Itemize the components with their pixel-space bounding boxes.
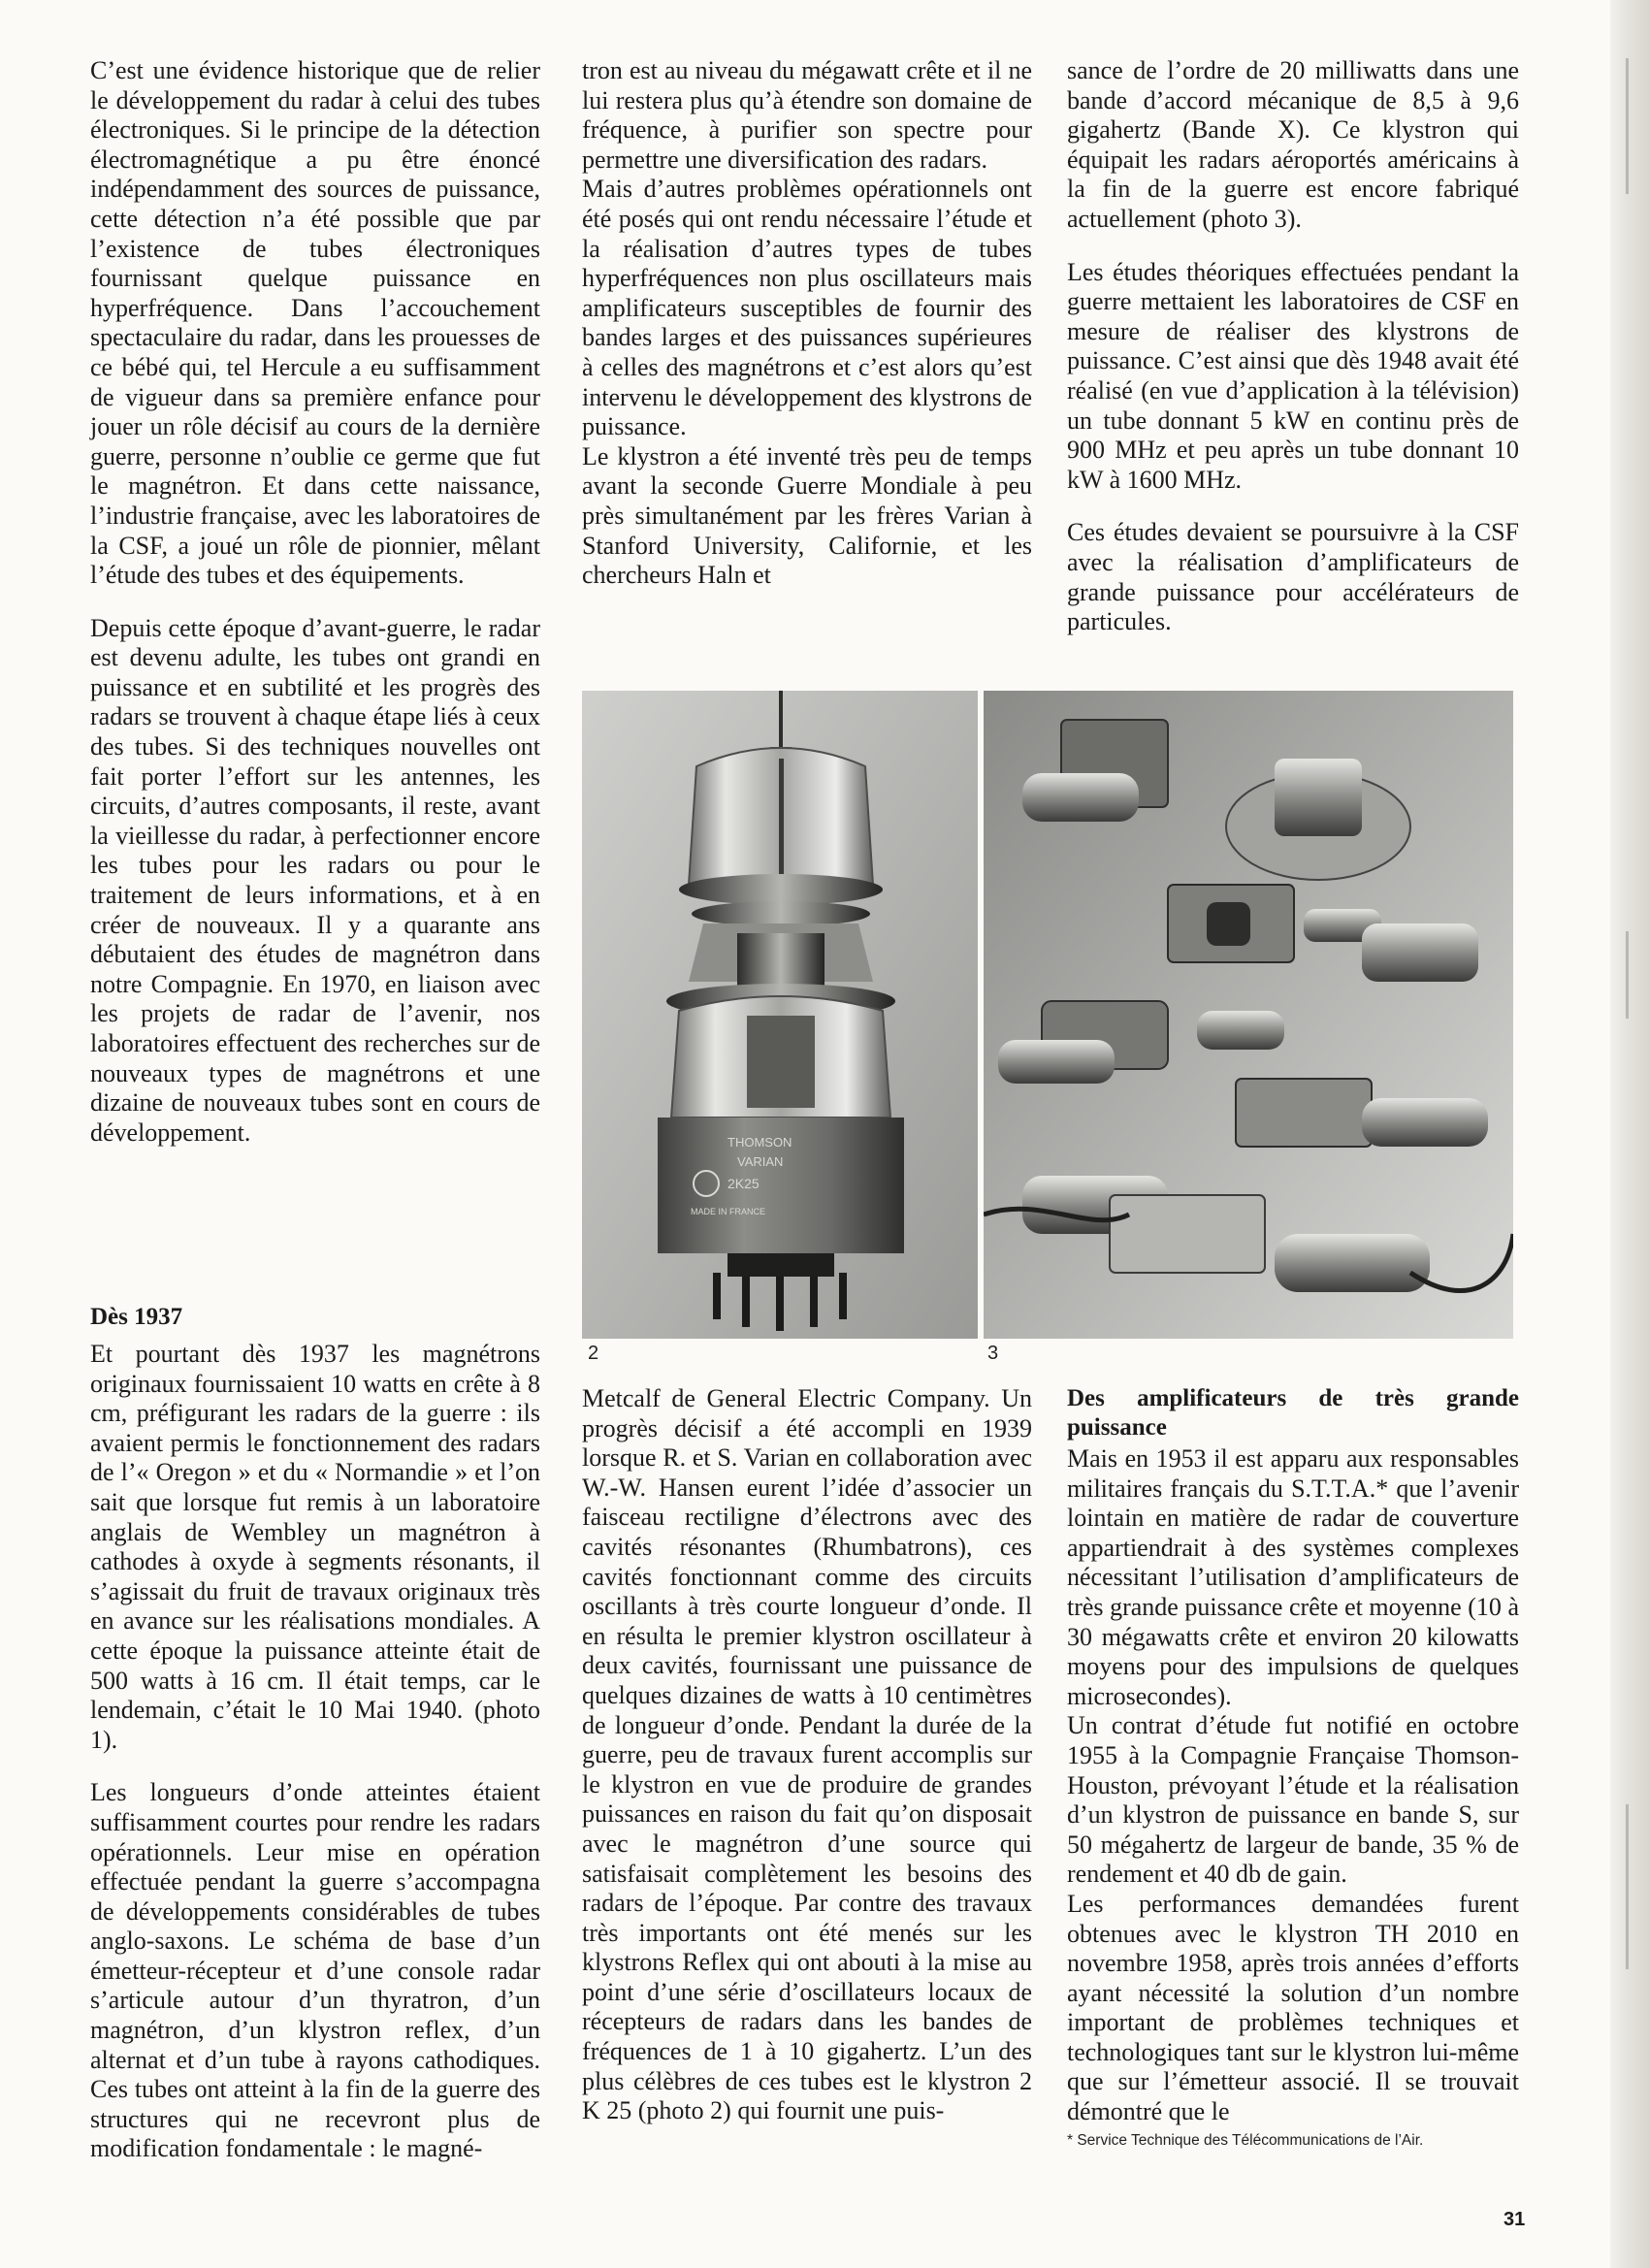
tube-label: 2K25 bbox=[728, 1176, 760, 1191]
photo-3-caption: 3 bbox=[987, 1343, 999, 1364]
paragraph: Les études théoriques effectuées pendant la guerre mettaient les laboratoires de CSF en mesure de réaliser des klystrons de puissance. C’est ainsi que dès 1948 avait été réalisé (en vue d’application à la télévision) un tube donnant 5 kW en continu près de 900 MHz et peu après un tube donnant 10 kW à 1600 MHz. bbox=[1067, 257, 1519, 494]
paragraph: sance de l’ordre de 20 milliwatts dans une bande d’accord mécanique de 8,5 à 9,6 gigahertz (Bande X). Ce klystron qui équipait les radars aéroportés américains à la fin de la guerre est encore fabriqué actuellement (photo 3). bbox=[1067, 56, 1519, 233]
photo-3-klystron-components bbox=[984, 691, 1513, 1339]
column-1-bottom bbox=[90, 1303, 540, 2164]
paragraph: Et pourtant dès 1937 les magnétrons originaux fournissaient 10 watts en crête à 8 cm, préfigurant les radars de la guerre : ils avaient permis le fonctionnement des radars de l’« Oregon » et du « Normandie » et l’on sait que lorsque fut remis à un laboratoire anglais de Wembley un magnétron à cathodes à oxyde à segments résonants, il s’agissait du fruit de travaux originaux très en avance sur les réalisations mondiales. A cette époque la puissance atteinte était de 500 watts à 16 cm. Il était temps, car le lendemain, c’était le 10 Mai 1940. (photo 1). bbox=[90, 1340, 540, 1754]
page-number: 31 bbox=[1504, 2209, 1526, 2230]
paragraph: Les performances demandées furent obtenues avec le klystron TH 2010 en novembre 1958, après trois années d’efforts ayant nécessité la solution d’un nombre important de problèmes techniques et technologiques tant sur le klystron lui-même que sur l’émetteur associé. Il se trouvait démontré que le bbox=[1067, 1889, 1519, 2126]
column-3-top bbox=[1067, 56, 1519, 637]
edge-mark bbox=[1626, 58, 1629, 194]
paragraph: Ces études devaient se poursuivre à la CSF avec la réalisation d’amplificateurs de grande puissance pour accélérateurs de particules. bbox=[1067, 518, 1519, 636]
tube-label: VARIAN bbox=[737, 1154, 784, 1169]
tube-label: MADE IN FRANCE bbox=[691, 1207, 766, 1216]
photo-2-caption: 2 bbox=[588, 1343, 599, 1364]
column-3-bottom bbox=[1067, 1384, 1519, 2127]
column-2-bottom bbox=[582, 1384, 1032, 2126]
paragraph: tron est au niveau du mégawatt crête et il ne lui restera plus qu’à étendre son domaine de fréquence, à purifier son spectre pour permettre une diversification des radars. bbox=[582, 56, 1032, 174]
photo-2-klystron-tube bbox=[582, 691, 978, 1339]
edge-mark bbox=[1626, 931, 1629, 1019]
paragraph: Mais en 1953 il est apparu aux responsables militaires français du S.T.T.A.* que l’avenir lointain en matière de radar de couverture appartiendrait à des systèmes complexes nécessitant l’utilisation d’amplificateurs de très grande puissance crête et moyenne (10 à 30 mégawatts crête et environ 20 kilowatts moyens pour des impulsions de quelques microsecondes). bbox=[1067, 1444, 1519, 1710]
column-1-top bbox=[90, 56, 540, 1148]
paragraph: Metcalf de General Electric Company. Un progrès décisif a été accompli en 1939 lorsque R. et S. Varian en collaboration avec W.-W. Hansen eurent l’idée d’associer un faisceau rectiligne d’électrons avec des cavités résonantes (Rhumbatrons), ces cavités fonctionnant comme des circuits oscillants à très courte longueur d’onde. Il en résulta le premier klystron oscillateur à deux cavités, fournissant une puissance de quelques dizaines de watts à 10 centimètres de longueur d’onde. Pendant la durée de la guerre, peu de travaux furent accomplis sur le klystron en vue de produire de grandes puissances en raison du fait qu’on disposait avec le magnétron d’une source qui satisfaisait complètement les besoins des radars de l’époque. Par contre des travaux très importants ont été menés sur les klystrons Reflex qui ont abouti à la mise au point d’une série d’oscillateurs locaux de récepteurs de radars dans les bandes de fréquences de 1 à 10 gigahertz. L’un des plus célèbres de ces tubes est le klystron 2 K 25 (photo 2) qui fournit une puis- bbox=[582, 1384, 1032, 2125]
tube-label: THOMSON bbox=[728, 1135, 792, 1150]
edge-mark bbox=[1626, 1804, 1629, 1969]
section-heading: Dès 1937 bbox=[90, 1304, 183, 1330]
paragraph: C’est une évidence historique que de relier le développement du radar à celui des tubes électroniques. Si le principe de la détection électromagnétique a pu être énoncé indépendamment des sources de puissance, cette détection n’a été possible que par l’existence de tubes électroniques fournissant quelque puissance en hyperfréquence. Dans l’accouchement spectaculaire du radar, dans les prouesses de ce bébé qui, tel Hercule a eu suffisamment de vigueur dans sa première enfance pour jouer un rôle décisif au cours de la dernière guerre, personne n’oublie ce germe que fut le magnétron. Et dans cette naissance, l’industrie française, avec les laboratoires de la CSF, a joué un rôle de pionnier, mêlant l’étude des tubes et des équipements. bbox=[90, 56, 540, 590]
paragraph: Les longueurs d’onde atteintes étaient suffisamment courtes pour rendre les radars opérationnels. Leur mise en opération effectuée pendant la guerre s’accompagna de développements considérables de tubes anglo-saxons. Le schéma de base d’un émetteur-récepteur et d’une console radar s’articule autour d’un thyratron, d’un magnétron, d’un klystron reflex, d’un alternat et d’un tube à rayons cathodiques. Ces tubes ont atteint à la fin de la guerre des structures qui ne recevront plus de modification fondamentale : le magné- bbox=[90, 1778, 540, 2163]
paragraph: Un contrat d’étude fut notifié en octobre 1955 à la Compagnie Française Thomson-Houston, prévoyant l’étude et la réalisation d’un klystron de puissance en bande S, sur 50 mégahertz de largeur de bande, 35 % de rendement et 40 db de gain. bbox=[1067, 1711, 1519, 1889]
column-2-top bbox=[582, 56, 1032, 591]
paragraph: Depuis cette époque d’avant-guerre, le radar est devenu adulte, les tubes ont grandi en puissance et en subtilité et les progrès des radars se trouvent à chaque étape liés à ceux des tubes. Si des techniques nouvelles ont fait porter l’effort sur les antennes, les circuits, d’autres composants, il reste, avant la vieillesse du radar, à perfectionner encore les tubes pour les radars ou pour le traitement de leurs informations, et à en créer de nouveaux. Il y a quarante ans débutaient des études de magnétron dans notre Compagnie. En 1970, en liaison avec les projets de radar de l’avenir, nos laboratoires effectuent des recherches sur de nouveaux types de magnétrons et une dizaine de nouveaux tubes sont en cours de développement. bbox=[90, 613, 540, 1147]
section-heading: Des amplificateurs de très grande puissance bbox=[1067, 1385, 1519, 1441]
paragraph: Mais d’autres problèmes opérationnels ont été posés qui ont rendu nécessaire l’étude et la réalisation d’autres types de tubes hyperfréquences non plus oscillateurs mais amplificateurs susceptibles de fournir des bandes larges et des puissances supérieures à celles des magnétrons et c’est alors qu’est intervenu le développement des klystrons de puissance. bbox=[582, 175, 1032, 441]
footnote: * Service Technique des Télécommunications de l’Air. bbox=[1067, 2132, 1424, 2149]
page-binding-edge bbox=[1610, 0, 1649, 2268]
paragraph: Le klystron a été inventé très peu de temps avant la seconde Guerre Mondiale à peu près simultanément par les frères Varian à Stanford University, Californie, et les chercheurs Haln et bbox=[582, 441, 1032, 590]
